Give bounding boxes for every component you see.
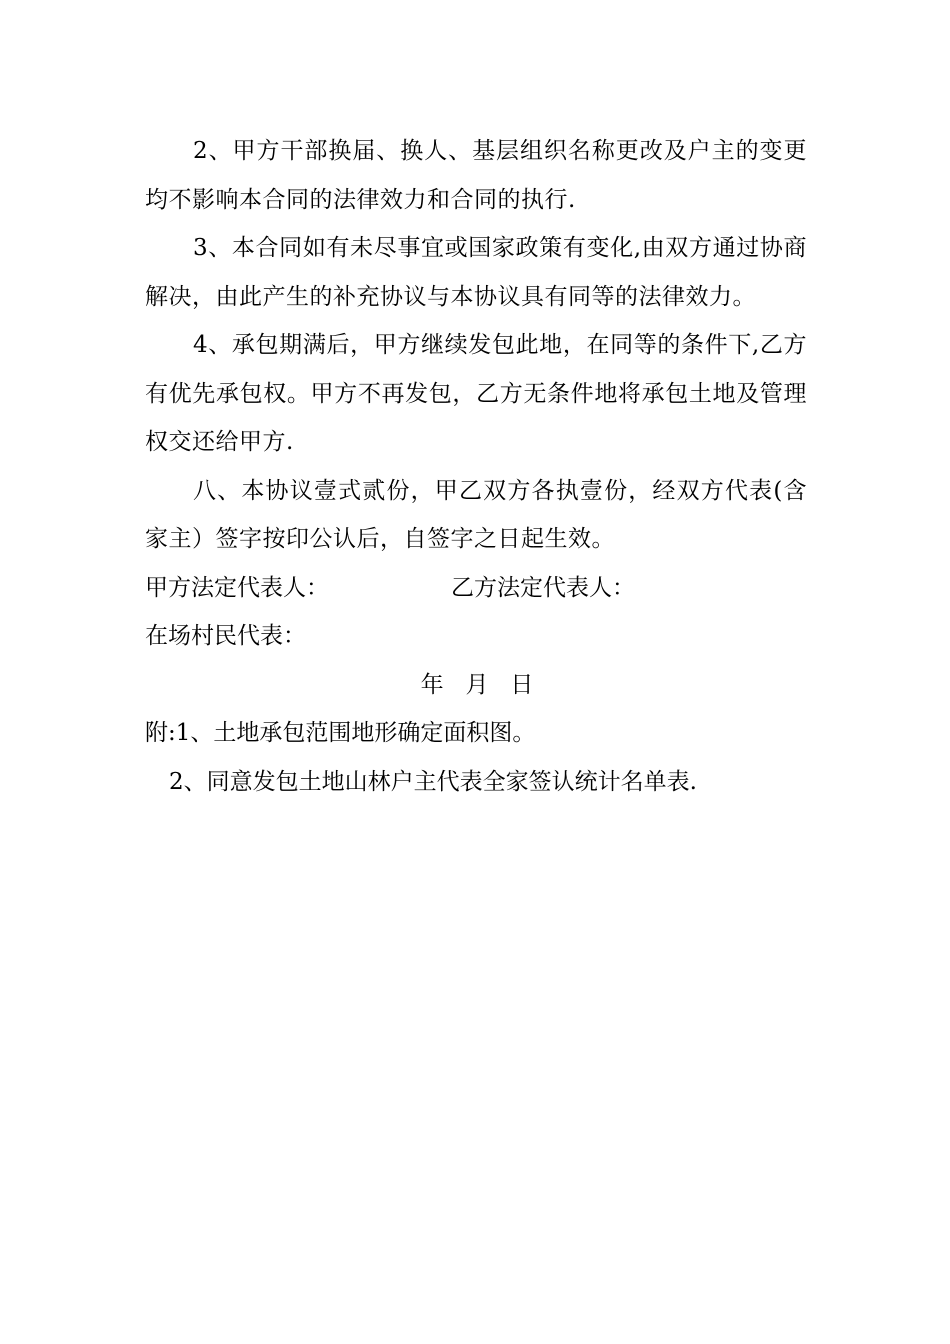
- party-a-representative-label: 甲方法定代表人：: [145, 574, 329, 601]
- signing-date-line: 年 月 日: [420, 671, 534, 698]
- document-page: [145, 127, 807, 806]
- clause-8-paragraph: 八、本协议壹式贰份，甲乙双方各执壹份，经双方代表(含家主）签字按印公认后，自签字之日起生效。: [145, 477, 807, 552]
- clause-2-paragraph: 2、甲方干部换届、换人、基层组织名称更改及户主的变更均不影响本合同的法律效力和合同的执行.: [145, 138, 807, 213]
- attachment-item-2: 2、同意发包土地山林户主代表全家签认统计名单表.: [169, 768, 697, 795]
- attachment-item-1: 附:1、土地承包范围地形确定面积图。: [145, 720, 536, 746]
- signature-row: [145, 564, 807, 613]
- clause-4-paragraph: 4、承包期满后，甲方继续发包此地，在同等的条件下,乙方有优先承包权。甲方不再发包，乙方无条件地将承包土地及管理权交还给甲方.: [145, 332, 807, 455]
- villager-representative-label: 在场村民代表：: [145, 623, 306, 649]
- clause-3-paragraph: 3、本合同如有未尽事宜或国家政策有变化,由双方通过协商解决，由此产生的补充协议与本协议具有同等的法律效力。: [145, 235, 807, 310]
- party-b-representative-label: 乙方法定代表人：: [451, 574, 635, 601]
